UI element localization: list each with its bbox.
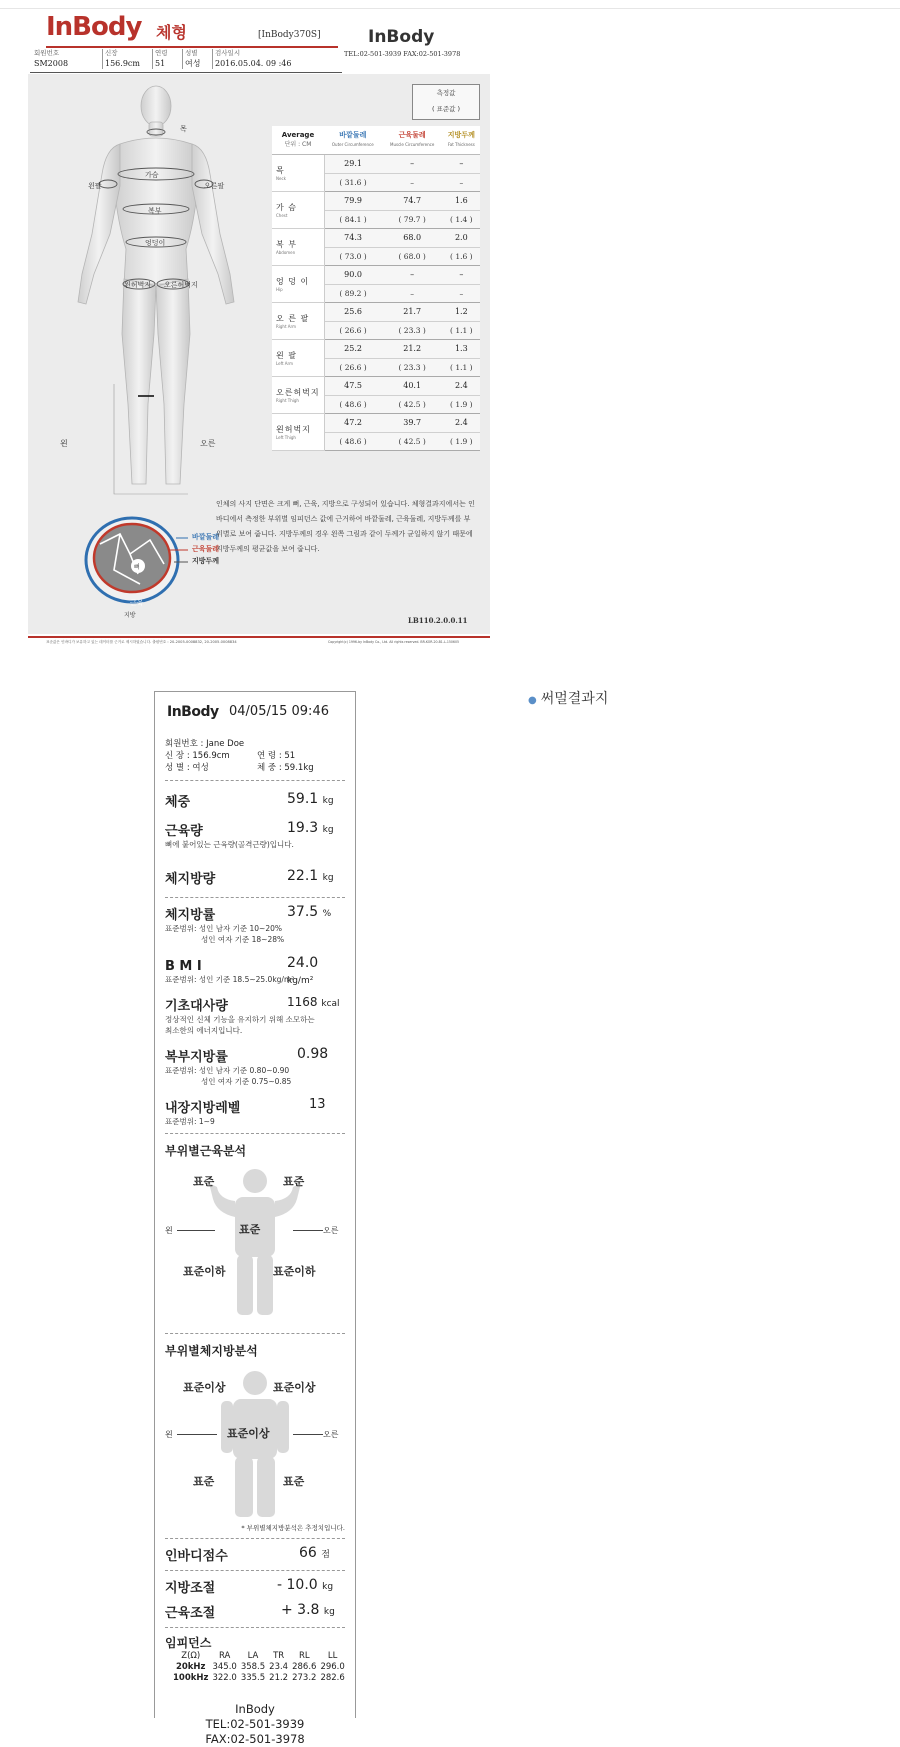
inbody-logo: InBody <box>46 12 142 42</box>
circ-cell: – <box>382 265 443 284</box>
receipt-datetime: 04/05/15 09:46 <box>229 704 329 719</box>
circ-cell: – <box>443 154 480 173</box>
muscle-trunk: 표준 <box>239 1223 261 1236</box>
receipt-footer: InBody TEL:02-501-3939 FAX:02-501-3978 <box>205 1702 305 1746</box>
circ-standard-cell: – <box>443 284 480 302</box>
circ-row-label: 오른허벅지 Right Thigh <box>272 376 324 413</box>
whr-item: 복부지방률 0.98 표준범위: 성인 남자 기준 0.80~0.90 성인 여자 기준 0.75~0.85 <box>165 1046 329 1086</box>
circ-cell: 1.3 <box>443 339 480 358</box>
muscle-item: 근육량 19.3 kg 뼈에 붙어있는 근육량(골격근량)입니다. <box>165 820 334 849</box>
circumference-rows <box>272 154 480 450</box>
circ-row-value <box>272 413 480 432</box>
footer-copyright: Copyright(c) 1996-by InBody Co., Ltd. All rights reserved. BR-KOR-20-B1-L-150605 <box>328 640 460 644</box>
sheet-header <box>28 10 490 76</box>
impedance-row-100khz: 100kHz 322.0 335.5 21.2 273.2 282.6 <box>173 1673 345 1683</box>
segmental-muscle-analysis <box>165 1159 345 1327</box>
fat-left-side: 왼 <box>165 1430 173 1439</box>
circ-cell: 21.7 <box>382 302 443 321</box>
circ-cell: 29.1 <box>324 154 382 173</box>
circ-standard-cell: – <box>382 173 443 191</box>
circ-row-value <box>272 191 480 210</box>
circ-row-label: 가 슴 Chest <box>272 191 324 228</box>
fig-label-left-arm: 왼팔 <box>88 182 102 190</box>
impedance-row-20khz: 20kHz 345.0 358.5 23.4 286.6 296.0 <box>175 1662 345 1672</box>
circumference-table <box>272 126 480 451</box>
circ-standard-cell: ( 1.1 ) <box>443 358 480 376</box>
circ-standard-cell: ( 26.6 ) <box>324 321 382 339</box>
circ-cell: 74.7 <box>382 191 443 210</box>
circ-standard-cell: ( 68.0 ) <box>382 247 443 265</box>
model-name: [InBody370S] <box>258 30 321 40</box>
muscle-right-arm: 표준 <box>283 1175 305 1188</box>
divider <box>165 1570 345 1571</box>
col-muscle: 근육둘레 Muscle Circumference <box>382 126 443 154</box>
sheet-footer <box>28 636 490 644</box>
segmental-fat-title: 부위별체지방분석 <box>165 1344 258 1358</box>
fig-label-right-thigh: 오른허벅지 <box>164 281 198 289</box>
circ-standard-cell: ( 1.9 ) <box>443 395 480 413</box>
circ-row-value <box>272 339 480 358</box>
cross-label-muscle: 근육 <box>130 599 144 607</box>
receipt-logo: InBody <box>167 704 219 720</box>
circ-standard-cell: ( 73.0 ) <box>324 247 382 265</box>
circ-standard-cell: ( 23.3 ) <box>382 321 443 339</box>
body-figure <box>28 74 278 494</box>
cross-label-bone: 뼈 <box>134 564 140 571</box>
circ-standard-cell: ( 48.6 ) <box>324 395 382 413</box>
fig-label-left-thigh: 왼허벅지 <box>124 281 152 289</box>
circ-standard-cell: – <box>443 173 480 191</box>
muscle-left-arm: 표준 <box>193 1175 215 1188</box>
circ-row-label: 왼허벅지 Left Thigh <box>272 413 324 450</box>
muscle-control-item: 근육조절 + 3.8 kg <box>165 1602 335 1621</box>
version-code: LB110.2.0.0.11 <box>408 616 468 625</box>
fig-label-right-arm: 오른팔 <box>204 182 225 190</box>
circ-standard-cell: ( 79.7 ) <box>382 210 443 228</box>
fat-control-item: 지방조절 - 10.0 kg <box>165 1577 334 1596</box>
human-figure-icon <box>28 74 278 494</box>
circ-row-label: 오 른 팔 Right Arm <box>272 302 324 339</box>
inbody-score-item: 인바디점수 66 점 <box>165 1545 330 1564</box>
divider <box>165 1333 345 1334</box>
body-shape-result-sheet <box>28 10 490 642</box>
circ-row-value <box>272 302 480 321</box>
sheet-title: 체형 <box>156 23 187 42</box>
brand-logo: InBody <box>368 27 435 47</box>
cross-label-fat: 지방 <box>124 612 136 619</box>
info-height: 신장 156.9cm <box>102 49 152 69</box>
left-side-rule <box>177 1230 215 1231</box>
fat-right-side: 오른 <box>323 1430 339 1439</box>
circ-standard-cell: ( 31.6 ) <box>324 173 382 191</box>
circ-cell: 2.0 <box>443 228 480 247</box>
fat-left-arm: 표준이상 <box>183 1381 226 1394</box>
circ-row-label: 목 Neck <box>272 154 324 191</box>
info-member-id: 회원번호 SM2008 <box>34 49 69 68</box>
legend-fat: 지방두께 <box>192 557 220 565</box>
pbf-item: 체지방률 37.5 % 표준범위: 성인 남자 기준 10~20% 성인 여자 기준 18~28% <box>165 904 332 944</box>
sheet-body <box>28 74 490 634</box>
circ-row-value <box>272 228 480 247</box>
divider <box>165 780 345 781</box>
impedance-header-row: Z(Ω) RA LA TR RL LL <box>181 1651 338 1661</box>
muscle-body-icon <box>165 1159 345 1319</box>
info-test-datetime: 검사일시 2016.05.04. 09 :46 <box>212 49 322 69</box>
muscle-right-leg: 표준이하 <box>273 1265 316 1278</box>
circ-cell: 39.7 <box>382 413 443 432</box>
circ-row-value <box>272 154 480 173</box>
circ-standard-cell: ( 26.6 ) <box>324 358 382 376</box>
left-label: 왼 <box>60 439 68 448</box>
body-fat-item: 체지방량 22.1 kg <box>165 868 334 887</box>
circ-cell: 47.2 <box>324 413 382 432</box>
segmental-fat-analysis <box>165 1359 345 1527</box>
divider <box>165 1538 345 1539</box>
circ-row-value <box>272 265 480 284</box>
circ-cell: 79.9 <box>324 191 382 210</box>
right-label: 오른 <box>200 439 216 448</box>
bmr-item: 기초대사량 1168 kcal 정상적인 신체 기능을 유지하기 위해 소모하는 최소한의 에너지입니다. <box>165 995 340 1035</box>
muscle-left-side: 왼 <box>165 1226 173 1235</box>
circ-standard-cell: – <box>382 284 443 302</box>
circ-standard-cell: ( 42.5 ) <box>382 432 443 450</box>
impedance-table <box>171 1651 347 1684</box>
contact-info: TEL:02-501-3939 FAX:02-501-3978 <box>344 50 461 58</box>
top-divider <box>0 8 900 9</box>
info-gender: 성별 여성 <box>182 49 212 69</box>
fat-right-leg: 표준 <box>283 1475 305 1488</box>
circ-standard-cell: ( 23.3 ) <box>382 358 443 376</box>
circ-cell: 1.6 <box>443 191 480 210</box>
circ-cell: 21.2 <box>382 339 443 358</box>
left-side-rule <box>177 1434 217 1435</box>
visceral-fat-item: 내장지방레벨 13 표준범위: 1~9 <box>165 1097 326 1126</box>
circ-cell: 90.0 <box>324 265 382 284</box>
col-fat: 지방두께 Fat Thickness <box>443 126 480 154</box>
circ-standard-cell: ( 89.2 ) <box>324 284 382 302</box>
circ-cell: 47.5 <box>324 376 382 395</box>
info-rule <box>30 72 342 73</box>
bullet-icon: ● <box>528 695 537 706</box>
circ-cell: 40.1 <box>382 376 443 395</box>
circ-standard-cell: ( 1.9 ) <box>443 432 480 450</box>
weight-item: 체중 59.1 kg <box>165 791 334 810</box>
col-outer: 바깥둘레 Outer Circumference <box>324 126 382 154</box>
fat-trunk: 표준이상 <box>227 1427 270 1440</box>
fig-label-abdomen: 복부 <box>148 207 162 215</box>
divider <box>165 897 345 898</box>
circ-standard-cell: ( 1.4 ) <box>443 210 480 228</box>
thermal-receipt <box>154 691 356 1746</box>
circ-cell: 25.2 <box>324 339 382 358</box>
fig-label-chest: 가슴 <box>145 171 159 179</box>
circ-cell: – <box>382 154 443 173</box>
legend-box: 측정값 ( 표준값 ) <box>412 84 480 120</box>
header-rule <box>46 46 338 48</box>
divider <box>165 1627 345 1628</box>
circ-standard-cell: ( 1.1 ) <box>443 321 480 339</box>
member-info <box>32 49 322 69</box>
fig-label-neck: 목 <box>180 125 187 133</box>
legend-outer: 바깥둘레 <box>192 533 220 541</box>
fat-right-arm: 표준이상 <box>273 1381 316 1394</box>
circ-row-label: 복 부 Abdomen <box>272 228 324 265</box>
receipt-member-info: 회원번호 : Jane Doe 신 장 : 156.9cm 연 령 : 51 성 별 : 여성 체 중 : 59.1kg <box>165 739 314 773</box>
muscle-right-side: 오른 <box>323 1226 339 1235</box>
circ-standard-cell: ( 1.6 ) <box>443 247 480 265</box>
explanation-note: 인체의 사지 단면은 크게 뼈, 근육, 지방으로 구성되어 있습니다. 체형결과지에서는 인바디에서 측정한 부위별 임피던스 값에 근거하여 바깥둘레, 근육둘레, 지방두께를 부위별로 보여 줍니다. 지방두께의 경우 왼쪽 그림과 같이 두께가 균일하지 않기 때문에 지방두께의 평균값을 보여 줍니다. <box>216 500 475 553</box>
muscle-left-leg: 표준이하 <box>183 1265 226 1278</box>
circ-cell: 74.3 <box>324 228 382 247</box>
footer-note: 표준값은 인바디가 보유하고 있는 데이터를 근거로 제시하였습니다. 출원번호 : 20-2005-0008832, 20-2005-0008834 <box>46 640 237 644</box>
circ-cell: 68.0 <box>382 228 443 247</box>
circ-row-label: 엉 덩 이 Hip <box>272 265 324 302</box>
circ-standard-cell: ( 48.6 ) <box>324 432 382 450</box>
circ-cell: 2.4 <box>443 413 480 432</box>
segmental-fat-note: * 부위별체지방분석은 추정치입니다. <box>241 1524 345 1532</box>
col-average: Average 단위 : CM <box>272 126 324 154</box>
circ-cell: 2.4 <box>443 376 480 395</box>
right-side-rule <box>293 1434 323 1435</box>
circ-row-value <box>272 376 480 395</box>
fig-label-hip: 엉덩이 <box>145 239 166 247</box>
circ-standard-cell: ( 84.1 ) <box>324 210 382 228</box>
circ-row-label: 왼 팔 Left Arm <box>272 339 324 376</box>
legend-muscle: 근육둘레 <box>192 545 220 553</box>
thermal-result-caption: ● 써멀결과지 <box>528 691 609 707</box>
bmi-item: B M I 24.0 kg/m² 표준범위: 성인 기준 18.5~25.0kg/m² <box>165 955 319 986</box>
fat-left-leg: 표준 <box>193 1475 215 1488</box>
circ-cell: – <box>443 265 480 284</box>
divider <box>165 1133 345 1134</box>
circ-cell: 1.2 <box>443 302 480 321</box>
impedance-title: 임피던스 <box>165 1636 212 1650</box>
right-side-rule <box>293 1230 323 1231</box>
receipt-header <box>165 692 345 738</box>
segmental-muscle-title: 부위별근육분석 <box>165 1144 247 1158</box>
info-age: 연령 51 <box>152 49 182 69</box>
circ-standard-cell: ( 42.5 ) <box>382 395 443 413</box>
circ-cell: 25.6 <box>324 302 382 321</box>
